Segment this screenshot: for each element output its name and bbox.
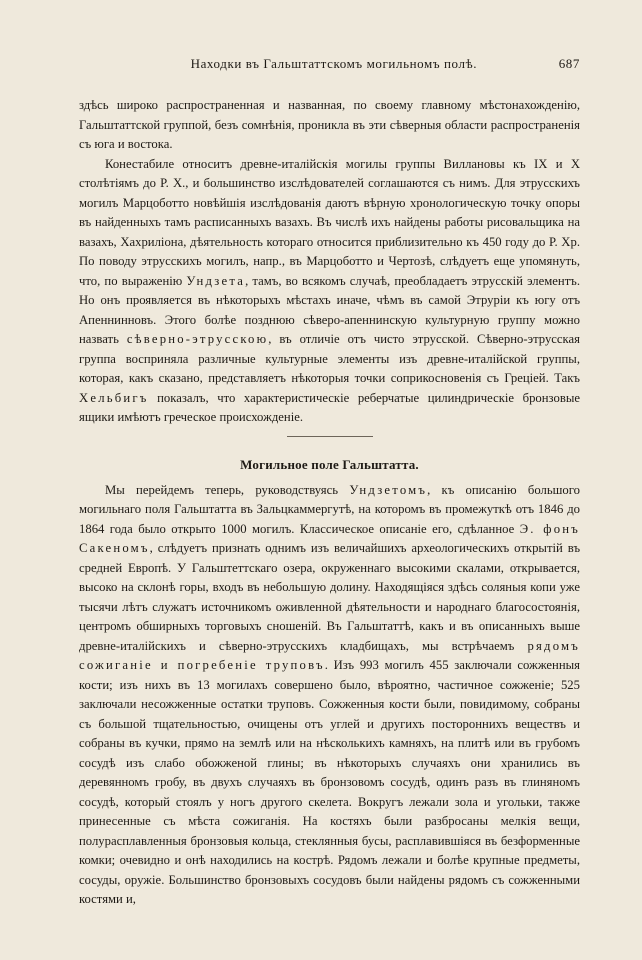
p3-spaced-cremation: рядомъ сожиганіе и погребеніе труповъ (79, 638, 580, 672)
p2-text-1: Конестабиле относитъ древне-италійскія могилы группы Виллановы къ IX и X столѣтіямъ до Р. Х., и большинство изслѣдователей соглашаются съ нимъ. Для этрусскихъ могилъ Марцоботто новѣйшія изслѣдованія даютъ вѣрную хронологическую точку опоры въ найденныхъ тамъ расписанныхъ вазахъ. Въ числѣ ихъ найдены работы рисовальщика на вазахъ, Хахриліона, дѣятельность котораго относится приблизительно къ 450 году до Р. Хр. По поводу этрусскихъ могилъ, напр., въ Марцоботто и Чертозѣ, слѣдуетъ еще упомянуть, что, по выраженію (79, 156, 580, 288)
p2-spaced-helbig: Хельбигъ (79, 390, 149, 405)
p3-text-7: . Изъ 993 могилъ 455 заключали сожженныя кости; изъ нихъ въ 13 могилахъ совершено было, вѣроятно, частичное сожженіе; 525 заключали несожженные остатки труповъ. Сожженныя кости были, повидимому, собраны съ большой тщательностью, очищены отъ углей и другихъ постороннихъ веществъ и собраны въ кучки, прямо на землѣ или на нѣсколькихъ камняхъ, на плитѣ или въ грубомъ сосудѣ изъ слабо обожженой глины; въ нѣкоторыхъ случаяхъ они хранились въ деревянномъ гробу, въ двухъ случаяхъ въ бронзовомъ сосудѣ, одинъ разъ въ глиняномъ сосудѣ, который стоялъ у ногъ другого скелета. Вокругъ лежали зола и угольки, также принесенные съ мѣста сожиганія. На костяхъ были разбросаны мелкія вещи, полурасплавленныя бронзовыя кольца, стеклянныя бусы, расплавившіяся въ безформенные комки; очевидно и онѣ находились на кострѣ. Рядомъ лежали и болѣе крупные предметы, сосуды, оружіе. Большинство бронзовыхъ сосудовъ были найдены рядомъ съ сожженными костями и, (79, 658, 580, 906)
p3-spaced-sacken: Э. фонъ Сакеномъ (79, 521, 580, 555)
p3-text-3: , къ описанію большого могильнаго поля Гальштатта въ Зальцкаммергутѣ, на которомъ въ промежуткѣ отъ 1846 до 1864 года было открыто 1000 могилъ. Классическое описаніе его, сдѣланное (79, 482, 580, 536)
section-divider (287, 436, 373, 437)
page-number: 687 (558, 56, 580, 71)
paragraph-2 (79, 155, 580, 428)
paragraph-1-text: здѣсь широко распространенная и названная, по своему главному мѣстонахожденію, Гальштаттской группой, безъ сомнѣнія, проникла въ эти сѣверныя области распространенія съ юга и востока. (79, 98, 580, 151)
p2-text-7: показалъ, что характеристическіе реберчатые цилиндрическіе бронзовые ящики имѣютъ греческое происхожденіе. (79, 390, 580, 424)
p2-spaced-undset: Ундзета (186, 273, 246, 288)
paragraph-3 (79, 481, 580, 910)
running-header (79, 56, 580, 72)
paragraph-1 (79, 96, 580, 155)
p2-text-5: , въ отличіе отъ чисто этрусской. Сѣверно-этрусская группа восприняла различные культурные элементы изъ древне-италійской группы, которая, какъ сказано, представляетъ нѣкоторыя точки соприкосновенія съ Греціей. Такъ (79, 332, 580, 385)
running-title: Находки въ Гальштаттскомъ могильномъ полѣ. (190, 56, 478, 71)
p3-spaced-undset: Ундзетомъ (349, 482, 428, 497)
p3-text-1: Мы перейдемъ теперь, руководствуясь (105, 482, 350, 497)
p2-text-3: , тамъ, во всякомъ случаѣ, преобладаетъ этрусскій элементъ. Но онъ проявляется въ нѣкоторыхъ мѣстахъ иначе, чѣмъ въ самой Этруріи къ югу отъ Апеннинновъ. Этого болѣе позднюю сѣверо-апеннинскую культурную группу можно назвать (79, 273, 580, 346)
section-heading: Могильное поле Гальштатта. (240, 456, 419, 472)
p2-spaced-north-etruscan: сѣверно-этрусскою (126, 332, 269, 346)
p3-text-5: , слѣдуетъ признать однимъ изъ величайшихъ археологическихъ открытій въ средней Европѣ. У Гальштеттскаго озера, окруженнаго высокими скалами, открывается, высоко на склонѣ горы, входъ въ небольшую долину. Находящіяся здѣсь соляныя копи уже тысячи лѣтъ служатъ источникомъ оживленной дѣятельности и народнаго благосостоянія, центромъ обширныхъ торговыхъ сношеній. Въ Гальштаттѣ, какъ и въ описанныхъ выше древне-италійскихъ и сѣверно-этрусскихъ кладбищахъ, мы встрѣчаемъ (79, 541, 580, 653)
